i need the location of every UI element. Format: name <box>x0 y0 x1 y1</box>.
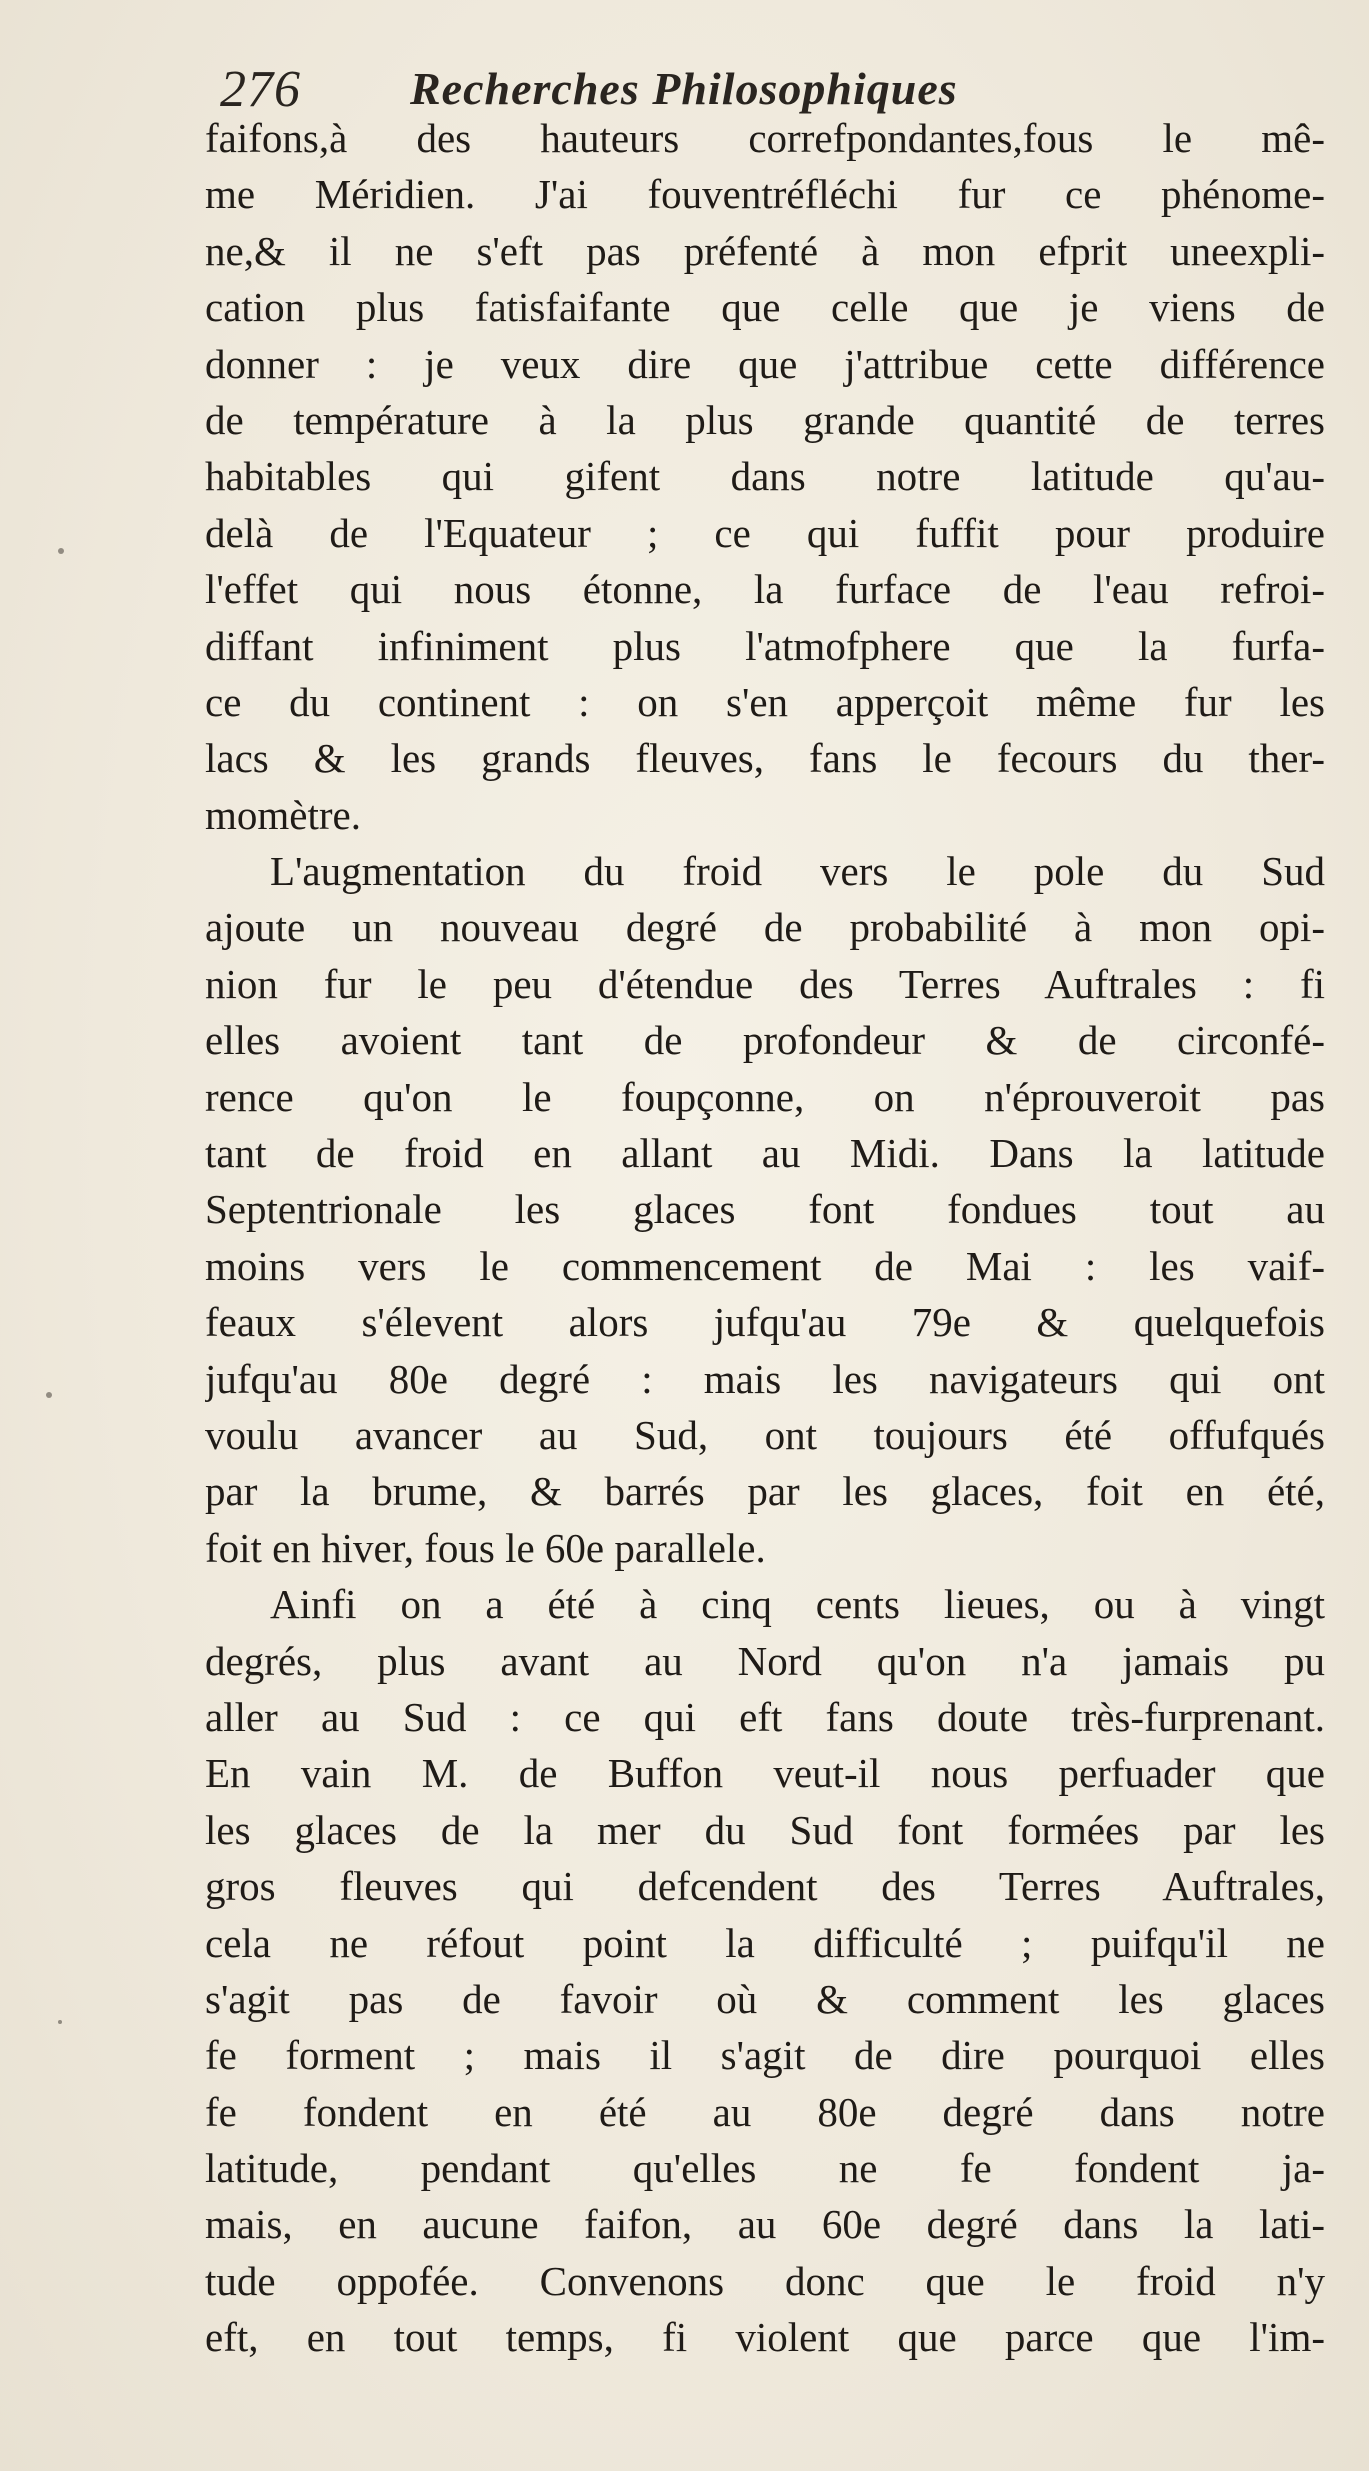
text-line: habitables qui gifent dans notre latitude qu'au- <box>205 453 1325 500</box>
text-line: Septentrionale les glaces font fondues tout au <box>205 1186 1325 1233</box>
text-line: voulu avancer au Sud, ont toujours été offufqués <box>205 1411 1325 1458</box>
text-line: moins vers le commencement de Mai : les vaif- <box>205 1242 1325 1289</box>
text-line: s'agit pas de favoir où & comment les glaces <box>205 1975 1325 2022</box>
text-line: ce du continent : on s'en apperçoit même fur les <box>205 678 1325 725</box>
text-line: latitude, pendant qu'elles ne fe fondent ja- <box>205 2145 1325 2192</box>
text-line: tude oppofée. Convenons donc que le froid n'y <box>205 2257 1325 2304</box>
ink-speck <box>46 1392 52 1398</box>
text-line: diffant infiniment plus l'atmofphere que la furfa- <box>205 622 1325 669</box>
running-title: Recherches Philosophiques <box>410 63 958 114</box>
text-line: foit en hiver, fous le 60e parallele. <box>205 1524 766 1571</box>
body-text <box>205 110 1325 2366</box>
text-line: les glaces de la mer du Sud font formées par les <box>205 1806 1325 1853</box>
text-line: feaux s'élevent alors jufqu'au 79e & quelquefois <box>205 1299 1325 1346</box>
text-line: jufqu'au 80e degré : mais les navigateurs qui ont <box>205 1355 1325 1402</box>
text-line: mais, en aucune faifon, au 60e degré dans la lati- <box>205 2201 1325 2248</box>
text-line: ne,& il ne s'eft pas préfenté à mon efprit uneexpli- <box>205 227 1325 274</box>
text-line: ajoute un nouveau degré de probabilité à mon opi- <box>205 904 1325 951</box>
text-line: degrés, plus avant au Nord qu'on n'a jamais pu <box>205 1637 1325 1684</box>
text-line: nion fur le peu d'étendue des Terres Auftrales : fi <box>205 960 1325 1007</box>
text-line: fe fondent en été au 80e degré dans notre <box>205 2088 1325 2135</box>
text-line: l'effet qui nous étonne, la furface de l'eau refroi- <box>205 566 1325 613</box>
text-line: me Méridien. J'ai fouventréfléchi fur ce phénome- <box>205 171 1325 218</box>
page-number: 276 <box>220 61 301 118</box>
text-line: fe forment ; mais il s'agit de dire pourquoi elles <box>205 2032 1325 2079</box>
ink-speck <box>58 548 64 554</box>
text-line: par la brume, & barrés par les glaces, foit en été, <box>205 1468 1325 1515</box>
text-line: En vain M. de Buffon veut-il nous perfuader que <box>205 1750 1325 1797</box>
text-line: de température à la plus grande quantité de terres <box>205 396 1325 443</box>
ink-speck <box>58 2020 62 2024</box>
text-line: rence qu'on le foupçonne, on n'éprouveroit pas <box>205 1073 1325 1120</box>
text-line: cela ne réfout point la difficulté ; puifqu'il ne <box>205 1919 1325 1966</box>
text-line: Ainfi on a été à cinq cents lieues, ou à vingt <box>270 1581 1325 1628</box>
text-line: gros fleuves qui defcendent des Terres Auftrales, <box>205 1863 1325 1910</box>
text-line: eft, en tout temps, fi violent que parce que l'im- <box>205 2314 1325 2361</box>
text-line: elles avoient tant de profondeur & de circonfé- <box>205 1017 1325 1064</box>
text-line: aller au Sud : ce qui eft fans doute très-furprenant. <box>205 1693 1325 1740</box>
text-line: lacs & les grands fleuves, fans le fecours du ther- <box>205 735 1325 782</box>
text-line: tant de froid en allant au Midi. Dans la latitude <box>205 1130 1325 1177</box>
text-line: faifons,à des hauteurs correfpondantes,fous le mê- <box>205 115 1325 161</box>
text-line: L'augmentation du froid vers le pole du Sud <box>270 848 1325 895</box>
text-line: cation plus fatisfaifante que celle que je viens de <box>205 284 1325 331</box>
text-line: delà de l'Equateur ; ce qui fuffit pour produire <box>205 509 1325 556</box>
text-line: donner : je veux dire que j'attribue cette différence <box>205 340 1325 387</box>
text-line: momètre. <box>205 791 361 838</box>
